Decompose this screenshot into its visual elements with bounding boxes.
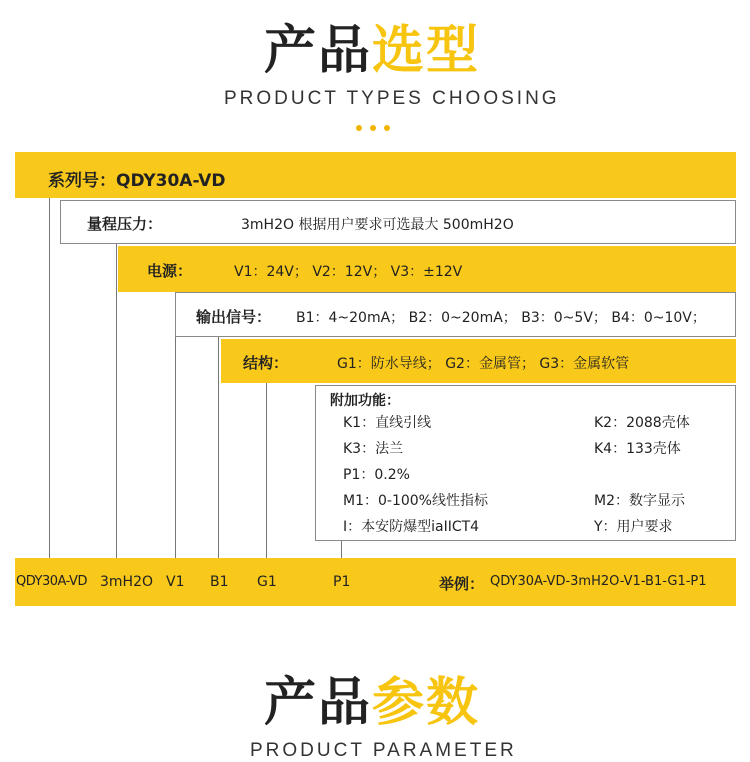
code-part-series: QDY30A-VD [16,574,87,589]
extra-item: P1：0.2% [343,467,410,483]
extra-item: M2：数字显示 [594,493,685,509]
section-title [264,660,480,735]
code-part-power: V1 [166,574,185,590]
extra-functions-title: 附加功能： [330,393,400,409]
connector-line-extra [341,541,342,558]
section-subtitle: PRODUCT TYPES CHOOSING [224,88,560,109]
section-title-black: 产品 [264,21,373,81]
section-title-black: 产品 [264,673,373,733]
series-label: 系列号：QDY30A-VD [48,171,226,191]
extra-item: K1：直线引线 [343,415,432,431]
connector-line-structure [266,383,267,558]
output-value: B1：4~20mA； B2：0~20mA； B3：0~5V； B4：0~10V； [296,310,706,326]
connector-line-series [49,198,50,558]
extra-item: K2：2088壳体 [594,415,690,431]
section-title [264,8,480,83]
section-title-yellow: 参数 [372,673,481,733]
structure-value: G1：防水导线； G2：金属管； G3：金属软管 [337,356,630,372]
section-subtitle: PRODUCT PARAMETER [250,740,517,761]
code-part-extra: P1 [333,574,351,590]
range-value: 3mH2O 根据用户要求可选最大 500mH2O [241,217,514,233]
section-title-yellow: 选型 [372,21,481,81]
structure-label: 结构： [243,354,289,372]
code-part-structure: G1 [257,574,277,590]
example-value: QDY30A-VD-3mH2O-V1-B1-G1-P1 [490,574,707,589]
extra-item: K3：法兰 [343,441,404,457]
extra-item: I：本安防爆型iaIICT4 [343,519,480,535]
example-label: 举例： [439,575,485,593]
extra-item: K4：133壳体 [594,441,681,457]
range-label: 量程压力： [87,215,163,233]
decorative-dots [352,116,394,135]
output-label: 输出信号： [196,308,272,326]
extra-item: M1：0-100%线性指标 [343,493,488,509]
extra-item: Y：用户要求 [594,519,673,535]
power-value: V1：24V； V2：12V； V3：±12V [234,264,463,280]
code-part-range: 3mH2O [100,574,153,590]
connector-line-output [218,337,219,558]
power-label: 电源： [147,262,193,280]
connector-line-range [116,244,117,558]
code-part-output: B1 [210,574,229,590]
